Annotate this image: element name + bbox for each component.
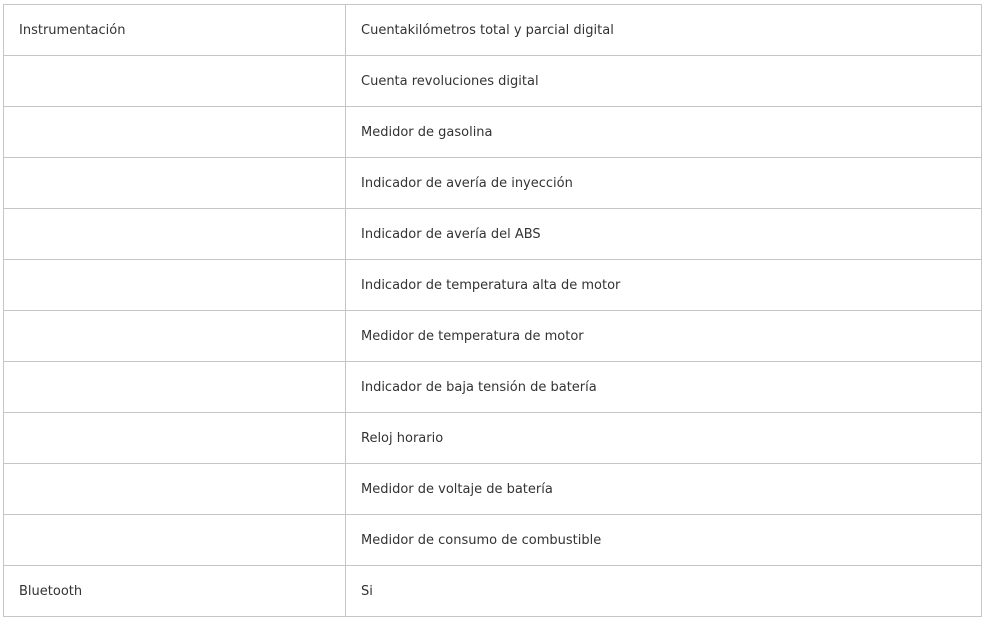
- table-row: [4, 107, 982, 158]
- table-row: [4, 260, 982, 311]
- table-row: [4, 209, 982, 260]
- spec-value-cell: Medidor de temperatura de motor: [346, 311, 982, 362]
- spec-label-cell: [4, 209, 346, 260]
- table-row: [4, 464, 982, 515]
- spec-label-cell: [4, 107, 346, 158]
- spec-label-cell: [4, 311, 346, 362]
- spec-value-cell: Indicador de avería del ABS: [346, 209, 982, 260]
- spec-table: [3, 4, 982, 617]
- spec-value-cell: Indicador de baja tensión de batería: [346, 362, 982, 413]
- table-row: [4, 566, 982, 617]
- table-row: [4, 515, 982, 566]
- spec-label-cell: [4, 362, 346, 413]
- spec-label-cell: [4, 56, 346, 107]
- spec-value-cell: Medidor de voltaje de batería: [346, 464, 982, 515]
- spec-value-cell: Indicador de temperatura alta de motor: [346, 260, 982, 311]
- spec-label-cell: [4, 413, 346, 464]
- spec-label-cell: [4, 464, 346, 515]
- table-row: [4, 311, 982, 362]
- spec-label-cell: [4, 158, 346, 209]
- spec-label-cell: Instrumentación: [4, 5, 346, 56]
- spec-value-cell: Reloj horario: [346, 413, 982, 464]
- spec-value-cell: Si: [346, 566, 982, 617]
- spec-label-cell: [4, 515, 346, 566]
- spec-value-cell: Medidor de gasolina: [346, 107, 982, 158]
- table-row: [4, 5, 982, 56]
- table-row: [4, 362, 982, 413]
- spec-label-cell: [4, 260, 346, 311]
- spec-table-body: [4, 5, 982, 617]
- spec-value-cell: Medidor de consumo de combustible: [346, 515, 982, 566]
- spec-value-cell: Cuenta revoluciones digital: [346, 56, 982, 107]
- spec-label-cell: Bluetooth: [4, 566, 346, 617]
- table-row: [4, 56, 982, 107]
- spec-value-cell: Cuentakilómetros total y parcial digital: [346, 5, 982, 56]
- spec-value-cell: Indicador de avería de inyección: [346, 158, 982, 209]
- table-row: [4, 158, 982, 209]
- table-row: [4, 413, 982, 464]
